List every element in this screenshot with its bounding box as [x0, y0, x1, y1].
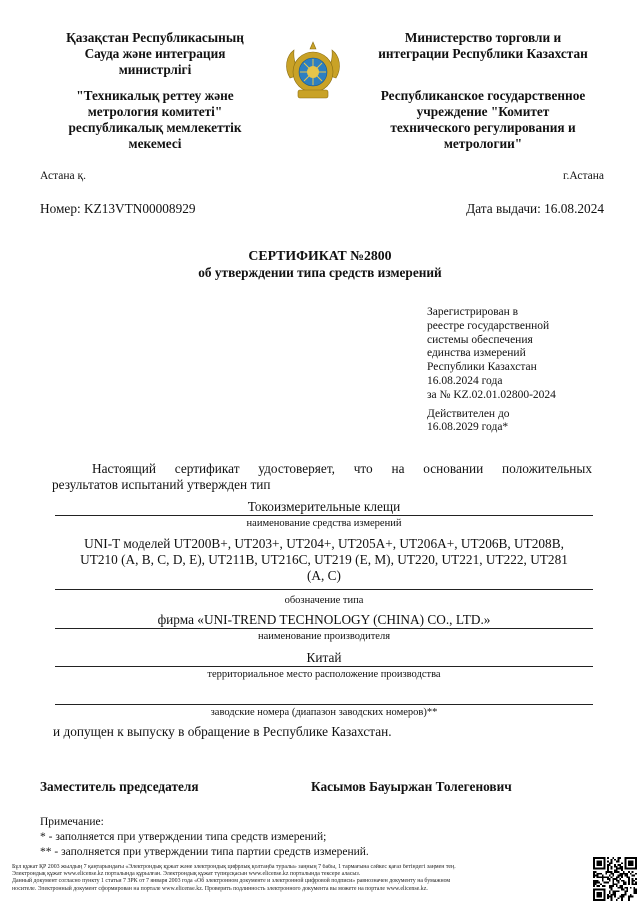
type-line-2: UT210 (A, B, C, D, E), UT211B, UT216C, UT219 (E, M), UT220, UT221, UT222, UT281 — [80, 552, 568, 567]
type-designation — [55, 536, 593, 584]
registry-line: системы обеспечения — [427, 333, 533, 346]
location-left: Астана қ. — [40, 170, 86, 182]
type-line-3: (A, C) — [307, 568, 341, 583]
intro-line-1: Настоящий сертификат удостоверяет, что на основании положительных — [92, 461, 592, 476]
registry-line: единства измерений — [427, 347, 526, 360]
signatory-name: Касымов Бауыржан Толегенович — [311, 779, 512, 794]
left-committee-line-1: "Техникалық реттеу және — [76, 88, 234, 103]
notes — [40, 815, 580, 860]
right-committee-line-1: Республиканское государственное — [380, 88, 586, 103]
manufacturer-underline — [55, 628, 593, 629]
right-ministry-line-2: интеграции Республики Казахстан — [378, 46, 588, 61]
type-caption: обозначение типа — [284, 595, 364, 606]
valid-until-label: Действителен до — [427, 407, 510, 420]
location-caption: территориальное место расположение производства — [207, 669, 441, 680]
type-underline — [55, 589, 593, 590]
header-left — [40, 30, 270, 152]
issue-date: Дата выдачи: 16.08.2024 — [466, 201, 604, 216]
serial-underline — [55, 704, 593, 705]
registry-line: Зарегистрирован в — [427, 306, 519, 318]
left-ministry-line-1: Қазақстан Республикасының — [66, 30, 244, 45]
location-right: г.Астана — [563, 170, 604, 182]
note-item: ** - заполняется при утверждении типа партии средств измерений. — [40, 846, 369, 858]
legal-footer — [12, 864, 580, 893]
left-ministry-line-2: Сауда және интеграция — [84, 46, 226, 61]
footer-line: носителе. Электронный документ сформирован на портале www.elicense.kz. Проверить подлинность электронного документа вы можете на портале www.elicense.kz. — [12, 885, 428, 892]
footer-line: Бұл құжат ҚР 2003 жылдың 7 қаңтарындағы «Электрондық құжат және электрондық цифрлық қолтаңба туралы» заңның 7 бабы, 1 тармағына сәйкес қағаз бетіндегі заңмен тең. — [12, 864, 456, 870]
type-line-1: UNI-T моделей UT200B+, UT203+, UT204+, UT205A+, UT206A+, UT206B, UT208B, — [84, 536, 564, 551]
manufacturer-caption: наименование производителя — [257, 631, 391, 642]
document-number: Номер: KZ13VTN00008929 — [40, 201, 196, 216]
instrument-name: Токоизмерительные клещи — [247, 499, 401, 514]
right-ministry-line-1: Министерство торговли и — [404, 30, 562, 45]
qr-code-icon — [593, 857, 637, 901]
certificate-subtitle: об утверждении типа средств измерений — [198, 265, 442, 280]
notes-title: Примечание: — [40, 816, 104, 828]
signatory-position: Заместитель председателя — [40, 779, 199, 794]
registry-line: реестре государственной — [427, 319, 550, 332]
instrument-name-underline — [55, 515, 593, 516]
certificate-title: СЕРТИФИКАТ №2800 — [248, 248, 392, 263]
intro-paragraph — [40, 461, 592, 493]
right-committee-line-3: технического регулирования и — [390, 120, 576, 135]
serial-caption: заводские номера (диапазон заводских номеров)** — [210, 707, 438, 718]
registry-line: 16.08.2024 года — [427, 374, 503, 387]
left-committee-line-4: мекемесі — [128, 136, 182, 151]
admitted-statement: и допущен к выпуску в обращение в Республике Казахстан. — [53, 724, 392, 739]
header-right — [352, 30, 614, 152]
instrument-name-caption: наименование средства измерений — [246, 518, 402, 529]
note-item: * - заполняется при утверждении типа средств измерений; — [40, 831, 327, 843]
right-committee-line-4: метрологии" — [443, 136, 523, 151]
footer-line: Электрондық құжат www.elicense.kz порталында құрылған. Электрондық құжат түпнұсқасын www.elicense.kz порталында тексере аласыз. — [12, 871, 361, 878]
registry-number: за № KZ.02.01.02800-2024 — [427, 388, 556, 401]
valid-until-date: 16.08.2029 года* — [427, 421, 509, 434]
left-committee-line-2: метрология комитеті" — [87, 104, 223, 119]
emblem-icon — [280, 40, 346, 104]
location-underline — [55, 666, 593, 667]
manufacturer: фирма «UNI-TREND TECHNOLOGY (CHINA) CO., LTD.» — [157, 612, 491, 627]
footer-line: Данный документ согласно пункту 1 статьи 7 ЗРК от 7 января 2003 года «Об электронном документе и электронной цифровой подписи» равнозначен документу на бумажном — [12, 878, 451, 885]
right-committee-line-2: учреждение "Комитет — [416, 104, 550, 119]
left-ministry-line-3: министрлігі — [118, 62, 192, 77]
registry-block — [427, 306, 627, 435]
left-committee-line-3: республикалық мемлекеттік — [68, 120, 242, 135]
registry-line: Республики Казахстан — [427, 361, 537, 374]
intro-line-2: результатов испытаний утвержден тип — [52, 477, 271, 492]
production-location: Китай — [306, 650, 342, 665]
